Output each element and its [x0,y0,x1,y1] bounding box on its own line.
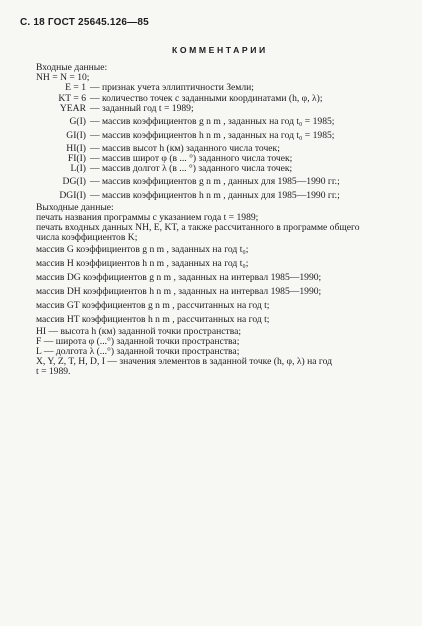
input-label-g: G(I) [69,116,86,127]
input-desc-e: — признак учета эллиптичности Земли; [90,82,254,93]
output-line: печать названия программы с указанием года t = 1989; [36,212,259,223]
input-label-l: L(I) [70,163,86,174]
input-desc-hi: — массив высот h (км) заданного числа точек; [90,143,280,154]
input-desc-kt: — количество точек с заданными координатами (h, φ, λ); [90,93,323,104]
output-line: массив GT коэффициентов g n m , рассчитанных на год t; [36,300,270,311]
input-desc-l: — массив долгот λ (в ... °) заданного числа точек; [90,163,293,174]
output-line: массив HT коэффициентов h n m , рассчитанных на год t; [36,314,270,325]
input-label-fi: FI(I) [67,153,86,164]
page-header: С. 18 ГОСТ 25645.126—85 [20,17,149,28]
input-desc-year: — заданный год t = 1989; [90,103,194,114]
input-label-gi: GI(I) [66,130,86,141]
output-line: массив DH коэффициентов h n m , заданных на интервал 1985—1990; [36,286,322,297]
input-label-dgi: DGI(I) [59,190,86,201]
input-heading: Входные данные: [36,62,108,73]
input-label-hi: HI(I) [66,143,86,154]
output-line: печать входных данных NH, E, KT, а также рассчитанного в программе общего [36,222,360,233]
input-label-e: E = 1 [65,82,86,93]
section-title: КОММЕНТАРИИ [172,45,268,55]
output-line: X, Y, Z, T, H, D, I — значения элементов в заданной точке (h, φ, λ) на год [36,356,333,367]
input-desc-g: — массив коэффициентов g n m , заданных на год t₀ = 1985; [90,116,335,127]
input-desc-dgi: — массив коэффициентов h n m , данных для 1985—1990 гг.; [90,190,340,201]
output-line: числа коэффициентов K; [36,232,138,243]
output-line: HI — высота h (км) заданной точки пространства; [36,326,242,337]
output-heading: Выходные данные: [36,202,114,213]
input-desc-fi: — массив широт φ (в ... °) заданного числа точек; [90,153,293,164]
input-label-kt: KT = 6 [58,93,86,104]
output-line: F — широта φ (...°) заданной точки пространства; [36,336,240,347]
output-line: массив DG коэффициентов g n m , заданных на интервал 1985—1990; [36,272,322,283]
output-line: массив H коэффициентов h n m , заданных на год t₀; [36,258,249,269]
output-line: массив G коэффициентов g n m , заданных на год t₀; [36,244,249,255]
input-desc-dg: — массив коэффициентов g n m , данных для 1985—1990 гг.; [90,176,340,187]
output-line: t = 1989. [36,366,71,377]
output-line: L — долгота λ (...°) заданной точки пространства; [36,346,240,357]
input-desc-gi: — массив коэффициентов h n m , заданных на год t₀ = 1985; [90,130,335,141]
input-label-year: YEAR [59,103,86,114]
input-label-dg: DG(I) [62,176,86,187]
input-line-nh: NH = N = 10; [36,72,90,83]
